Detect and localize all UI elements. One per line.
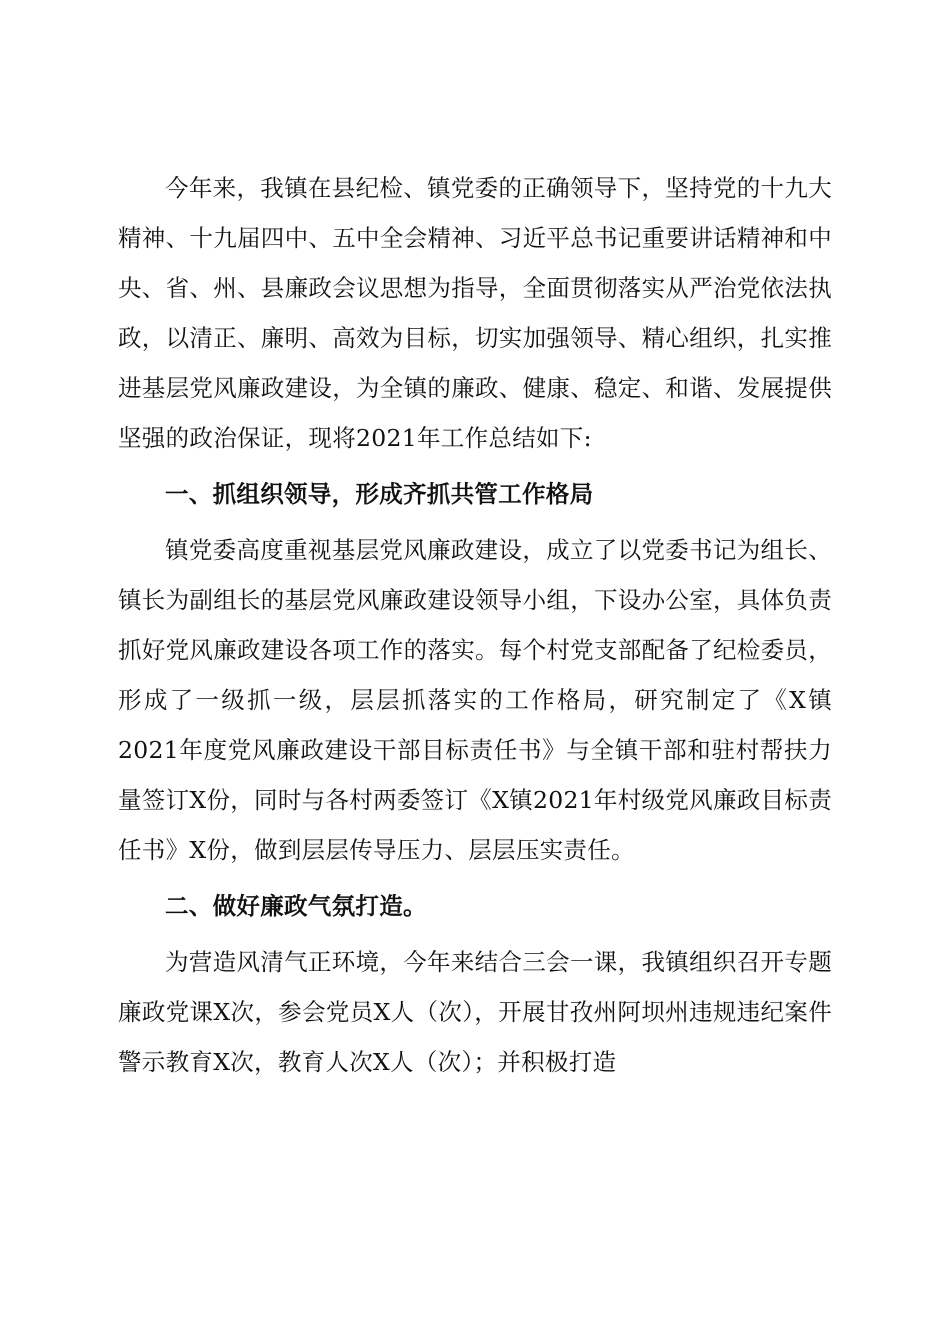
section-heading-2: 二、做好廉政气氛打造。 [165,892,427,920]
body-paragraph-section-1: 镇党委高度重视基层党风廉政建设，成立了以党委书记为组长、镇长为副组长的基层党风廉政建设领导小组，下设办公室，具体负责抓好党风廉政建设各项工作的落实。每个村党支部配备了纪检委员，形成了一级抓一级，层层抓落实的工作格局，研究制定了《X镇2021年度党风廉政建设干部目标责任书》与全镇干部和驻村帮扶力量签订X份，同时与各村两委签订《X镇2021年村级党风廉政目标责任书》X份，做到层层传导压力、层层压实责任。 [118,536,832,864]
body-paragraph-intro: 今年来，我镇在县纪检、镇党委的正确领导下，坚持党的十九大精神、十九届四中、五中全会精神、习近平总书记重要讲话精神和中央、省、州、县廉政会议思想为指导，全面贯彻落实从严治党依法执政，以清正、廉明、高效为目标，切实加强领导、精心组织，扎实推进基层党风廉政建设，为全镇的廉政、健康、稳定、和谐、发展提供坚强的政治保证，现将2021年工作总结如下: [118,174,832,452]
section-heading-1: 一、抓组织领导，形成齐抓共管工作格局 [165,480,594,508]
body-paragraph-section-2: 为营造风清气正环境，今年来结合三会一课，我镇组织召开专题廉政党课X次，参会党员X人（次），开展甘孜州阿坝州违规违纪案件警示教育X次，教育人次X人（次）；并积极打造 [118,948,832,1076]
document-page [118,163,832,1087]
